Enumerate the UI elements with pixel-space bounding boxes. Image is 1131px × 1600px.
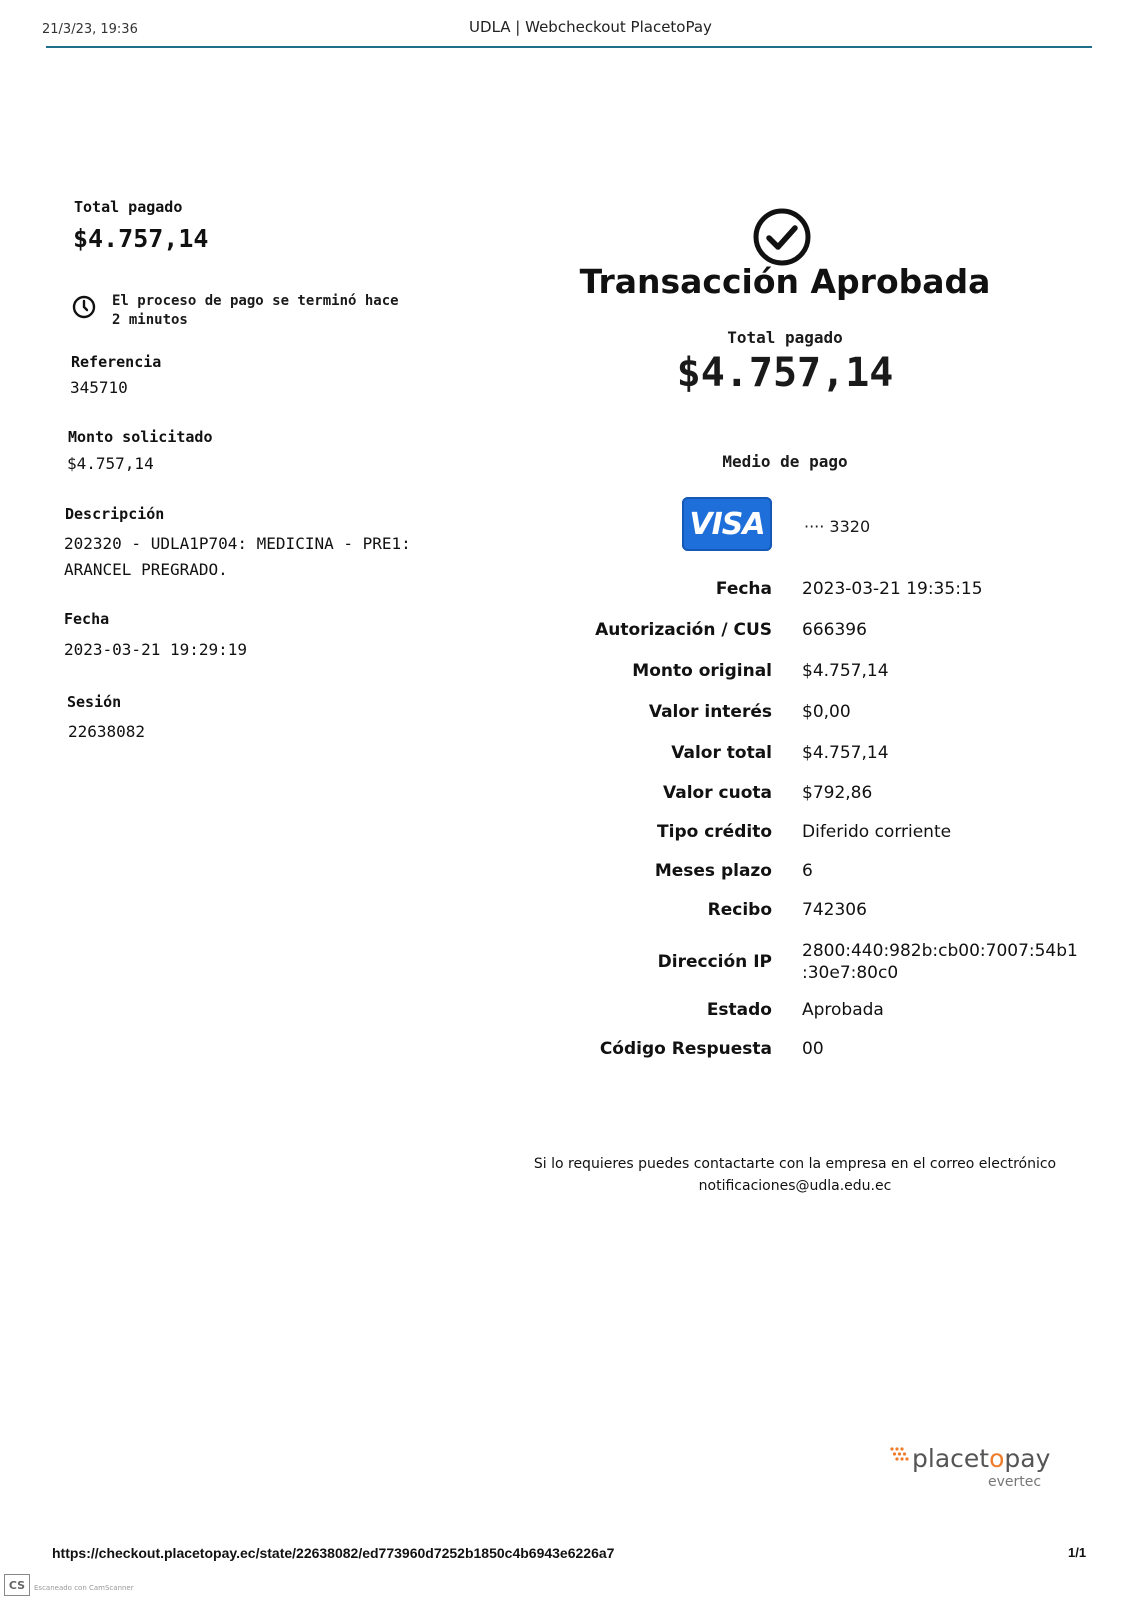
detail-label: Dirección IP xyxy=(657,952,772,972)
card-brand-text: VISA xyxy=(689,506,765,542)
detail-row-autorizacion xyxy=(560,619,1080,641)
visa-card-logo xyxy=(682,497,772,551)
date-label: Fecha xyxy=(64,610,110,628)
detail-value: 666396 xyxy=(802,620,867,640)
detail-label: Código Respuesta xyxy=(599,1039,772,1059)
contact-text: Si lo requieres puedes contactarte con la empresa en el correo electrónico xyxy=(533,1156,1057,1172)
process-finished-text: El proceso de pago se terminó hace 2 minutos xyxy=(112,293,399,328)
logo-subtext: evertec xyxy=(988,1474,1042,1490)
footer-url[interactable]: https://checkout.placetopay.ec/state/22638082/ed773960d7252b1850c4b6943e6226a7 xyxy=(52,1545,615,1561)
session-label: Sesión xyxy=(67,693,122,711)
logo-dots-icon xyxy=(888,1446,910,1464)
detail-label: Autorización / CUS xyxy=(595,620,772,640)
detail-row-recibo xyxy=(560,899,1080,921)
session-value: 22638082 xyxy=(68,722,146,741)
description-value: 202320 - UDLA1P704: MEDICINA - PRE1: ARANCEL PREGRADO. xyxy=(64,534,411,579)
print-timestamp: 21/3/23, 19:36 xyxy=(42,22,138,37)
transaction-status-title: Transacción Aprobada xyxy=(579,262,991,301)
detail-row-direccion-ip xyxy=(560,940,1080,984)
check-circle-icon xyxy=(752,207,812,267)
detail-row-codigo-respuesta xyxy=(560,1038,1080,1060)
detail-row-valor-total xyxy=(560,742,1080,764)
detail-row-valor-cuota xyxy=(560,782,1080,804)
detail-value: Diferido corriente xyxy=(802,822,952,842)
requested-amount-label: Monto solicitado xyxy=(68,428,213,446)
header-divider xyxy=(46,46,1092,48)
detail-value: 742306 xyxy=(802,900,867,920)
detail-row-tipo-credito xyxy=(560,821,1080,843)
right-total-amount: $4.757,14 xyxy=(676,350,894,396)
detail-value: 2023-03-21 19:35:15 xyxy=(802,579,983,599)
detail-value: $4.757,14 xyxy=(802,661,889,681)
left-total-amount: $4.757,14 xyxy=(73,224,209,253)
detail-row-monto-original xyxy=(560,660,1080,682)
detail-row-meses-plazo xyxy=(560,860,1080,882)
detail-label: Meses plazo xyxy=(654,861,772,881)
detail-row-valor-interes xyxy=(560,701,1080,723)
page-header-title: UDLA | Webcheckout PlacetoPay xyxy=(469,18,712,36)
placetopay-logo xyxy=(888,1444,1078,1494)
detail-value: 00 xyxy=(802,1039,824,1059)
payment-method-label: Medio de pago xyxy=(722,452,848,471)
detail-value-multiline xyxy=(802,940,1078,984)
detail-value: $792,86 xyxy=(802,783,873,803)
detail-value: 6 xyxy=(802,861,813,881)
detail-value: $4.757,14 xyxy=(802,743,889,763)
detail-label: Monto original xyxy=(632,661,772,681)
left-total-label: Total pagado xyxy=(74,198,183,216)
reference-label: Referencia xyxy=(71,353,162,371)
detail-label: Recibo xyxy=(707,900,772,920)
logo-wordmark: placetopay xyxy=(912,1444,1051,1473)
right-total-label: Total pagado xyxy=(727,328,843,347)
card-number-masked: ···· 3320 xyxy=(804,517,871,536)
ip-line-2: :30e7:80c0 xyxy=(802,963,899,983)
detail-row-estado xyxy=(560,999,1080,1021)
contact-note xyxy=(500,1153,1090,1197)
contact-email-link[interactable]: notificaciones@udla.edu.ec xyxy=(698,1178,892,1194)
detail-value: Aprobada xyxy=(802,1000,884,1020)
detail-label: Valor total xyxy=(671,743,772,763)
detail-label: Valor interés xyxy=(648,702,772,722)
detail-label: Estado xyxy=(706,1000,772,1020)
requested-amount-value: $4.757,14 xyxy=(67,454,154,473)
date-value: 2023-03-21 19:29:19 xyxy=(64,640,248,659)
detail-label: Fecha xyxy=(715,579,772,599)
ip-line-1: 2800:440:982b:cb00:7007:54b1 xyxy=(802,941,1078,961)
clock-icon xyxy=(72,295,96,319)
detail-value: $0,00 xyxy=(802,702,851,722)
reference-value: 345710 xyxy=(70,378,128,397)
description-label: Descripción xyxy=(65,505,165,523)
detail-row-fecha xyxy=(560,578,1080,600)
scanner-badge: CS xyxy=(4,1574,30,1596)
detail-label: Tipo crédito xyxy=(657,822,772,842)
page-number: 1/1 xyxy=(1068,1545,1087,1560)
detail-label: Valor cuota xyxy=(663,783,772,803)
scanner-watermark-text: Escaneado con CamScanner xyxy=(34,1584,134,1592)
